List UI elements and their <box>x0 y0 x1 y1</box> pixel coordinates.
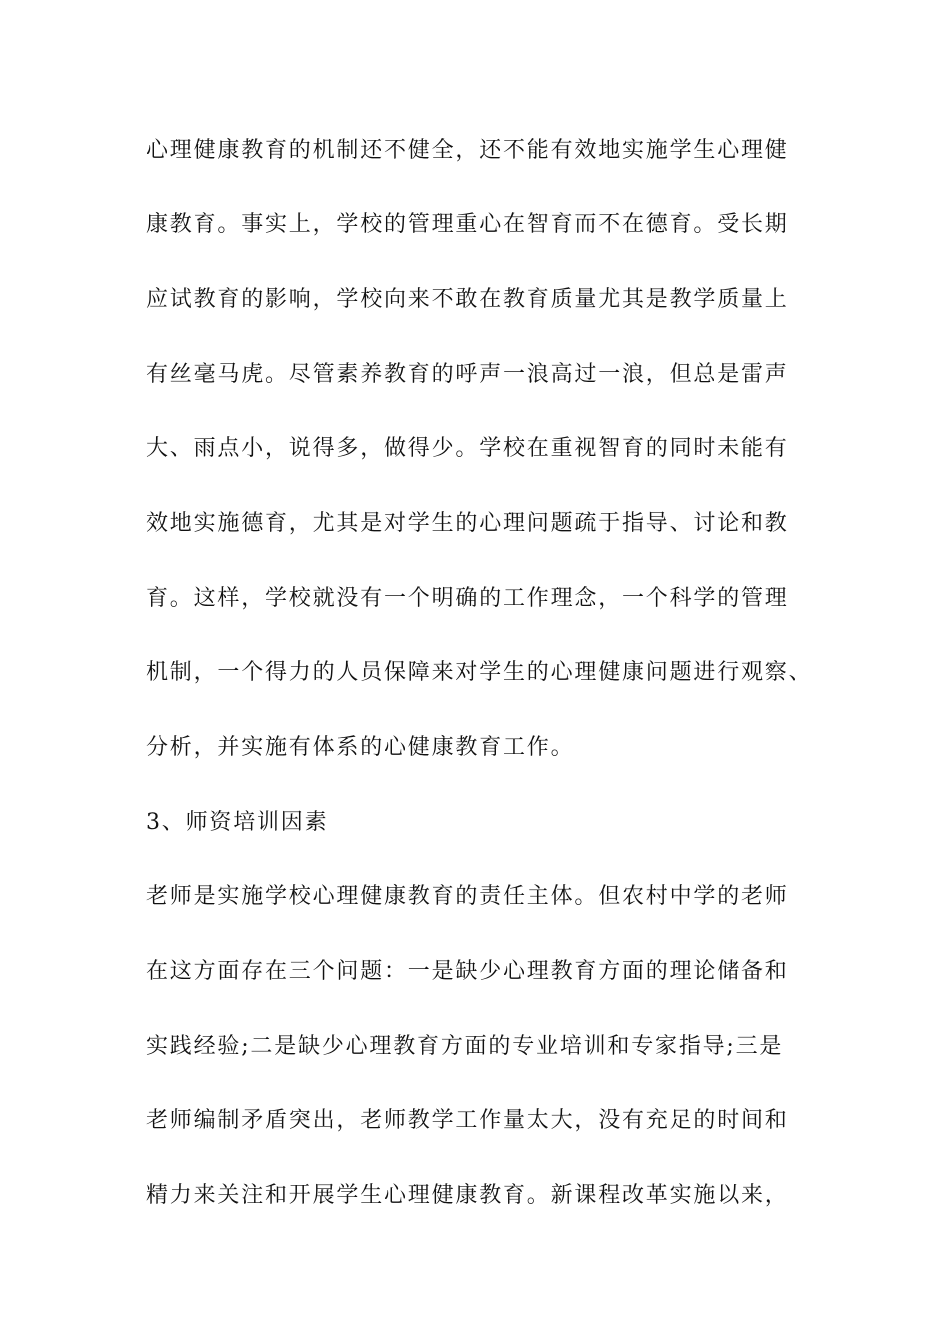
paragraph-line: 机制，一个得力的人员保障来对学生的心理健康问题进行观察、 <box>146 660 813 685</box>
paragraph-line: 老师编制矛盾突出，老师教学工作量太大，没有充足的时间和 <box>146 1108 789 1133</box>
paragraph-line: 分析，并实施有体系的心健康教育工作。 <box>146 735 575 760</box>
paragraph-line: 实践经验;二是缺少心理教育方面的专业培训和专家指导;三是 <box>146 1034 784 1059</box>
paragraph-line: 精力来关注和开展学生心理健康教育。新课程改革实施以来， <box>146 1183 789 1208</box>
section-heading: 3、师资培训因素 <box>146 810 329 835</box>
paragraph-line: 大、雨点小，说得多，做得少。学校在重视智育的同时未能有 <box>146 436 789 461</box>
paragraph-line: 康教育。事实上，学校的管理重心在智育而不在德育。受长期 <box>146 212 789 237</box>
paragraph-line: 效地实施德育，尤其是对学生的心理问题疏于指导、讨论和教 <box>146 511 789 536</box>
paragraph-line: 有丝毫马虎。尽管素养教育的呼声一浪高过一浪，但总是雷声 <box>146 362 789 387</box>
paragraph-line: 心理健康教育的机制还不健全，还不能有效地实施学生心理健 <box>146 138 789 163</box>
paragraph-line: 育。这样，学校就没有一个明确的工作理念，一个科学的管理 <box>146 586 789 611</box>
paragraph-line: 在这方面存在三个问题：一是缺少心理教育方面的理论储备和 <box>146 959 789 984</box>
paragraph-line: 老师是实施学校心理健康教育的责任主体。但农村中学的老师 <box>146 884 789 909</box>
paragraph-line: 应试教育的影响，学校向来不敢在教育质量尤其是教学质量上 <box>146 287 789 312</box>
